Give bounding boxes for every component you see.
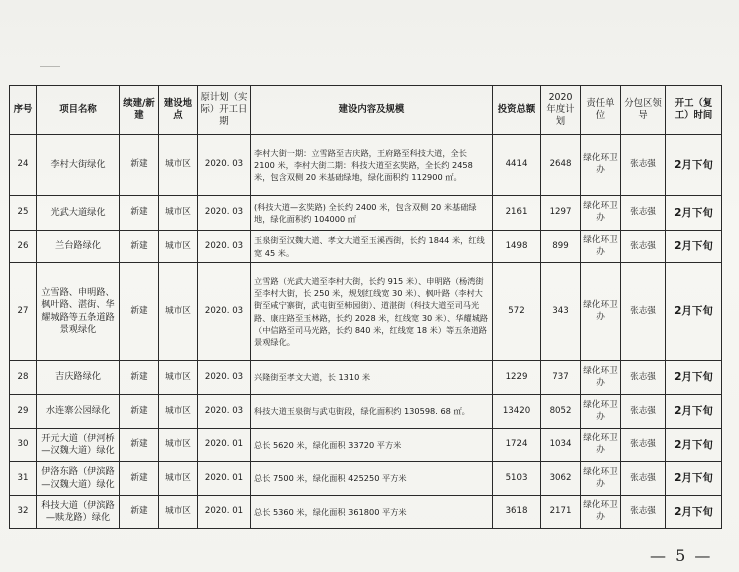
cell-location: 城市区 [159,496,198,529]
header-investment: 投资总额 [493,86,541,135]
cell-leader: 张志强 [621,135,666,196]
cell-plan: 899 [541,231,581,263]
cell-time: 2月下旬 [666,231,722,263]
cell-date: 2020. 03 [198,231,251,263]
cell-unit: 绿化环卫办 [581,462,621,496]
cell-content: 总长 5620 米，绿化面积 33720 平方米 [251,429,493,462]
cell-seq: 29 [10,395,37,429]
table-row [10,196,722,231]
project-table [9,85,722,529]
header-rule [40,66,60,67]
cell-time: 2月下旬 [666,196,722,231]
header-plan-start: 原计划（实际）开工日期 [198,86,251,135]
cell-investment: 3618 [493,496,541,529]
cell-seq: 28 [10,361,37,395]
header-content: 建设内容及规模 [251,86,493,135]
cell-type: 新建 [120,429,159,462]
cell-investment: 572 [493,263,541,361]
cell-unit: 绿化环卫办 [581,263,621,361]
cell-unit: 绿化环卫办 [581,395,621,429]
cell-time: 2月下旬 [666,263,722,361]
cell-plan: 2171 [541,496,581,529]
table-row [10,263,722,361]
cell-location: 城市区 [159,196,198,231]
cell-plan: 1034 [541,429,581,462]
cell-leader: 张志强 [621,196,666,231]
cell-plan: 2648 [541,135,581,196]
cell-time: 2月下旬 [666,496,722,529]
cell-date: 2020. 03 [198,263,251,361]
cell-seq: 24 [10,135,37,196]
cell-type: 新建 [120,196,159,231]
cell-time: 2月下旬 [666,135,722,196]
cell-name: 伊洛东路（伊滨路—汉魏大道）绿化 [37,462,120,496]
cell-unit: 绿化环卫办 [581,231,621,263]
header-plan-2020: 2020 年度计划 [541,86,581,135]
cell-leader: 张志强 [621,263,666,361]
cell-plan: 3062 [541,462,581,496]
cell-investment: 5103 [493,462,541,496]
cell-type: 新建 [120,361,159,395]
cell-content: 李村大街一期：立雪路至吉庆路，王府路至科技大道，全长 2100 米，李村大街二期：科技大道至玄奘路，全长约 2458 米，包含双侧 20 米基础绿地，绿化面积约 112900 ㎡。 [251,135,493,196]
cell-time: 2月下旬 [666,462,722,496]
cell-type: 新建 [120,496,159,529]
cell-investment: 1229 [493,361,541,395]
cell-name: 李村大街绿化 [37,135,120,196]
cell-name: 水连寨公园绿化 [37,395,120,429]
cell-content: 总长 5360 米，绿化面积 361800 平方米 [251,496,493,529]
table-row [10,361,722,395]
cell-investment: 2161 [493,196,541,231]
cell-plan: 1297 [541,196,581,231]
header-location: 建设地点 [159,86,198,135]
cell-type: 新建 [120,462,159,496]
cell-type: 新建 [120,135,159,196]
table-row [10,231,722,263]
cell-location: 城市区 [159,135,198,196]
cell-unit: 绿化环卫办 [581,196,621,231]
cell-content: 总长 7500 米，绿化面积 425250 平方米 [251,462,493,496]
cell-date: 2020. 01 [198,462,251,496]
cell-content: 立雪路（光武大道至李村大街，长约 915 米）、申明路（杨湾街至李村大街，长 250 米，规划红线宽 30 米）、枫叶路（李村大街至咸宁寨街，武屯街至柿园街）、道湛街（科技大道至司马光路、康庄路至玉林路，长约 2028 米，红线宽 30 米）、华耀城路（中信路至司马光路，长约 840 米，红线宽 18 米）等五条道路景观绿化。 [251,263,493,361]
header-name: 项目名称 [37,86,120,135]
cell-location: 城市区 [159,231,198,263]
cell-time: 2月下旬 [666,395,722,429]
cell-name: 吉庆路绿化 [37,361,120,395]
cell-location: 城市区 [159,361,198,395]
header-start-time: 开工（复工）时间 [666,86,722,135]
cell-time: 2月下旬 [666,429,722,462]
cell-date: 2020. 03 [198,196,251,231]
cell-name: 光武大道绿化 [37,196,120,231]
cell-investment: 1724 [493,429,541,462]
cell-seq: 25 [10,196,37,231]
cell-investment: 13420 [493,395,541,429]
header-type: 续建/新建 [120,86,159,135]
header-seq: 序号 [10,86,37,135]
cell-unit: 绿化环卫办 [581,496,621,529]
cell-type: 新建 [120,263,159,361]
cell-leader: 张志强 [621,395,666,429]
cell-content: 玉泉街至汉魏大道、孝文大道至玉溪西街，长约 1844 米，红线宽 45 米。 [251,231,493,263]
cell-date: 2020. 01 [198,496,251,529]
cell-seq: 31 [10,462,37,496]
table-row [10,395,722,429]
cell-date: 2020. 03 [198,361,251,395]
cell-unit: 绿化环卫办 [581,135,621,196]
cell-name: 立雪路、申明路、枫叶路、湛街、华耀城路等五条道路景观绿化 [37,263,120,361]
table-row [10,496,722,529]
cell-investment: 4414 [493,135,541,196]
cell-unit: 绿化环卫办 [581,361,621,395]
cell-unit: 绿化环卫办 [581,429,621,462]
cell-content: 兴隆街至孝文大道，长 1310 米 [251,361,493,395]
cell-content: 科技大道玉泉街与武屯街段，绿化面积约 130598. 68 ㎡。 [251,395,493,429]
header-leader: 分包区领导 [621,86,666,135]
cell-location: 城市区 [159,462,198,496]
cell-name: 开元大道（伊河桥—汉魏大道）绿化 [37,429,120,462]
cell-leader: 张志强 [621,429,666,462]
cell-name: 科技大道（伊滨路—赎龙路）绿化 [37,496,120,529]
cell-location: 城市区 [159,429,198,462]
cell-date: 2020. 01 [198,429,251,462]
cell-leader: 张志强 [621,231,666,263]
cell-seq: 30 [10,429,37,462]
cell-plan: 343 [541,263,581,361]
cell-date: 2020. 03 [198,395,251,429]
cell-content: (科技大道—玄奘路) 全长约 2400 米，包含双侧 20 米基础绿地，绿化面积约 104000 ㎡ [251,196,493,231]
cell-location: 城市区 [159,263,198,361]
table-row [10,429,722,462]
table-row [10,135,722,196]
cell-leader: 张志强 [621,496,666,529]
cell-type: 新建 [120,395,159,429]
cell-leader: 张志强 [621,361,666,395]
page-number: — 5 — [650,546,713,565]
cell-investment: 1498 [493,231,541,263]
cell-location: 城市区 [159,395,198,429]
cell-plan: 8052 [541,395,581,429]
table-header-row [10,86,722,135]
cell-type: 新建 [120,231,159,263]
cell-name: 兰台路绿化 [37,231,120,263]
cell-seq: 32 [10,496,37,529]
header-unit: 责任单位 [581,86,621,135]
cell-seq: 27 [10,263,37,361]
cell-date: 2020. 03 [198,135,251,196]
table-row [10,462,722,496]
cell-plan: 737 [541,361,581,395]
cell-seq: 26 [10,231,37,263]
cell-leader: 张志强 [621,462,666,496]
cell-time: 2月下旬 [666,361,722,395]
